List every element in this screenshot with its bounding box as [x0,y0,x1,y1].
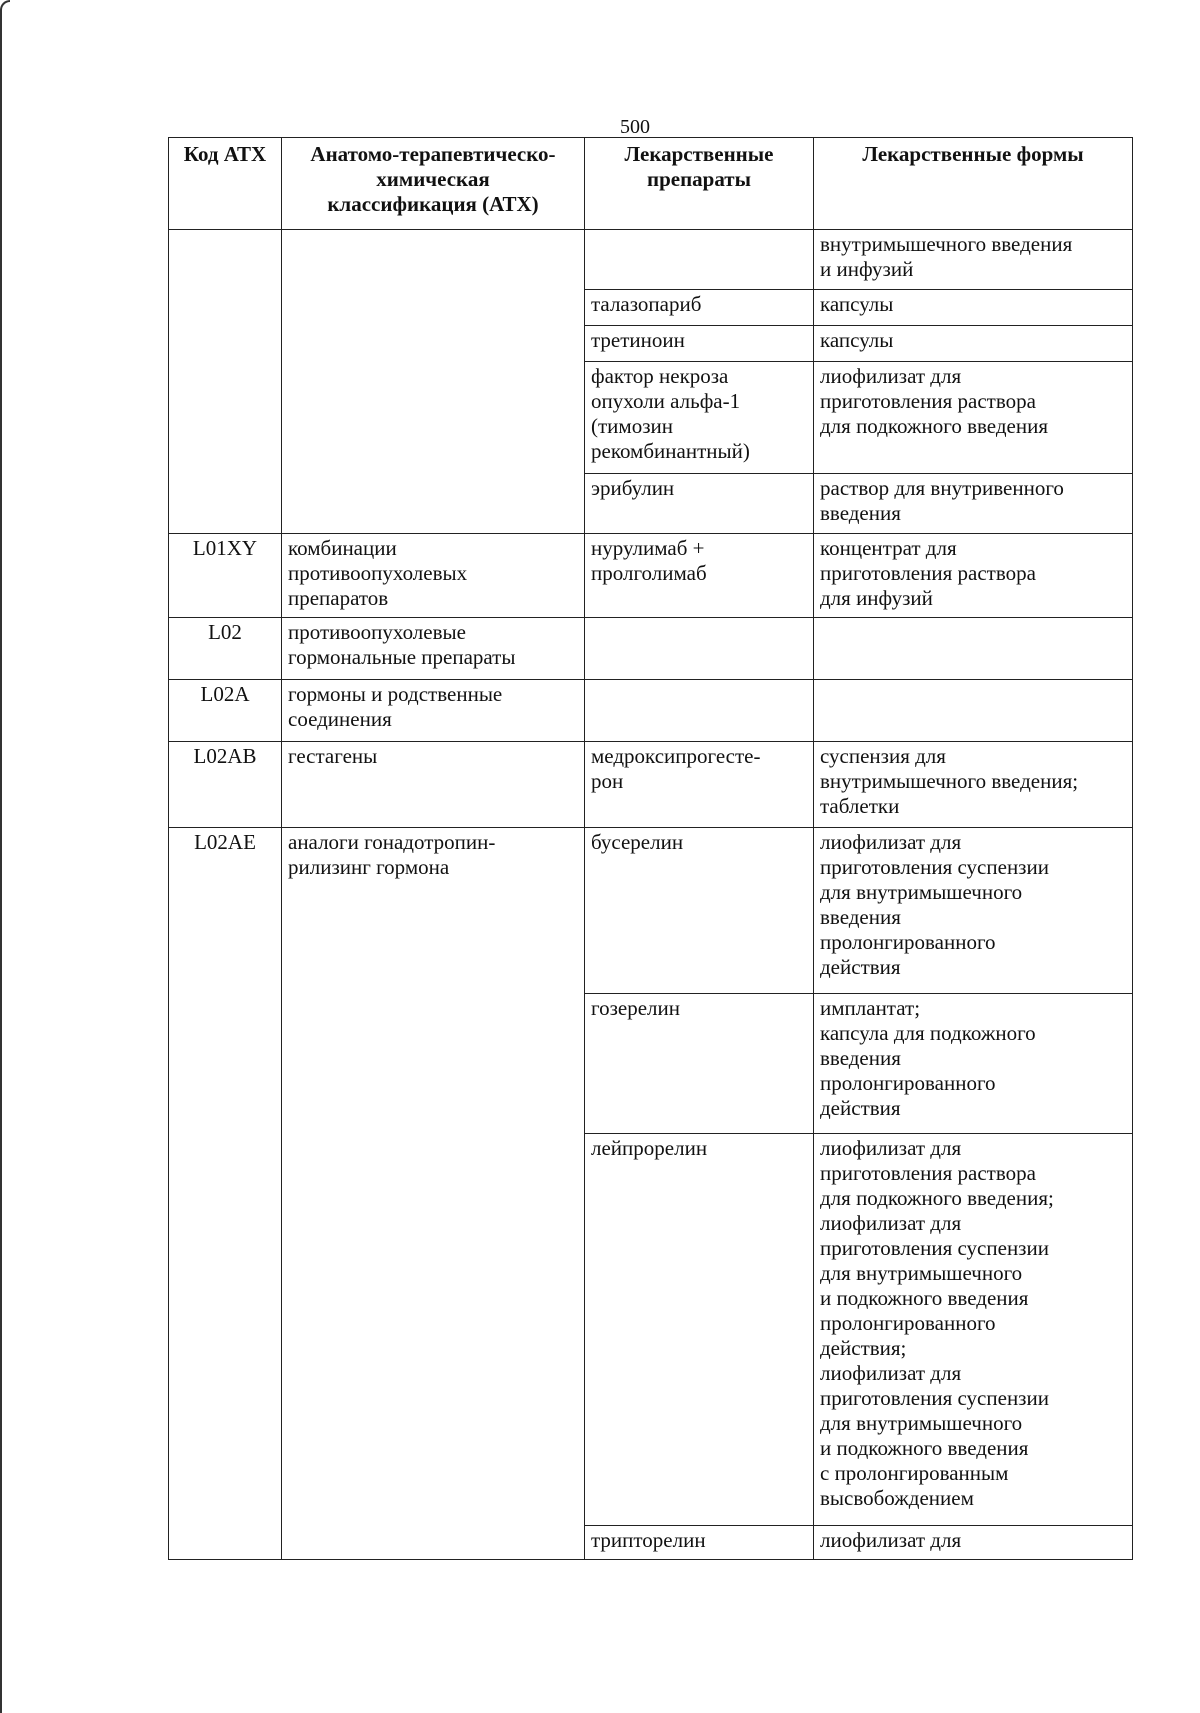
cell-atx: комбинации противоопухолевых препаратов [282,534,585,618]
cell-atx: гестагены [282,742,585,828]
table-header-row [169,138,1133,230]
cell-form: имплантат; капсула для подкожного введения пролонгированного действия [814,994,1133,1134]
page-number: 500 [620,116,650,138]
table-row [169,618,1133,680]
cell-form: концентрат для приготовления раствора для инфузий [814,534,1133,618]
table-row [169,230,1133,290]
cell-drug: эрибулин [585,474,814,534]
table-row [169,828,1133,994]
cell-drug: гозерелин [585,994,814,1134]
cell-atx [282,230,585,534]
cell-code: L02AE [169,828,282,1560]
cell-drug: трипторелин [585,1526,814,1560]
cell-form: суспензия для внутримышечного введения; таблетки [814,742,1133,828]
cell-drug: лейпрорелин [585,1134,814,1526]
cell-drug: нурулимаб + пролголимаб [585,534,814,618]
cell-drug [585,680,814,742]
cell-drug [585,618,814,680]
cell-drug [585,230,814,290]
cell-drug: талазопариб [585,290,814,326]
cell-form: внутримышечного введения и инфузий [814,230,1133,290]
header-code: Код АТХ [169,138,282,230]
cell-drug: медроксипрогесте- рон [585,742,814,828]
cell-code: L01XY [169,534,282,618]
cell-drug: третиноин [585,326,814,362]
cell-atx: гормоны и родственные соединения [282,680,585,742]
cell-code: L02A [169,680,282,742]
cell-form [814,618,1133,680]
cell-atx: противоопухолевые гормональные препараты [282,618,585,680]
cell-form: капсулы [814,326,1133,362]
table-row [169,742,1133,828]
cell-drug: фактор некроза опухоли альфа-1 (тимозин рекомбинантный) [585,362,814,474]
table-row [169,534,1133,618]
table-row [169,680,1133,742]
atx-table [168,137,1133,1560]
cell-form: лиофилизат для приготовления суспензии для внутримышечного введения пролонгированного действия [814,828,1133,994]
cell-form: лиофилизат для приготовления раствора для подкожного введения [814,362,1133,474]
header-dosage-forms: Лекарственные формы [814,138,1133,230]
cell-code [169,230,282,534]
cell-form: лиофилизат для [814,1526,1133,1560]
header-atx-classification: Анатомо-терапевтическо- химическая классификация (АТХ) [282,138,585,230]
cell-form: раствор для внутривенного введения [814,474,1133,534]
cell-form: капсулы [814,290,1133,326]
cell-form: лиофилизат для приготовления раствора для подкожного введения; лиофилизат для приготовления суспензии для внутримышечного и подкожного введения пролонгированного действия; лиофилизат для приготовления суспензии для внутримышечного и подкожного введения с пролонгированным высвобождением [814,1134,1133,1526]
cell-form [814,680,1133,742]
cell-drug: бусерелин [585,828,814,994]
cell-atx: аналоги гонадотропин- рилизинг гормона [282,828,585,1560]
scan-edge [0,0,10,1713]
cell-code: L02AB [169,742,282,828]
header-drugs: Лекарственные препараты [585,138,814,230]
cell-code: L02 [169,618,282,680]
